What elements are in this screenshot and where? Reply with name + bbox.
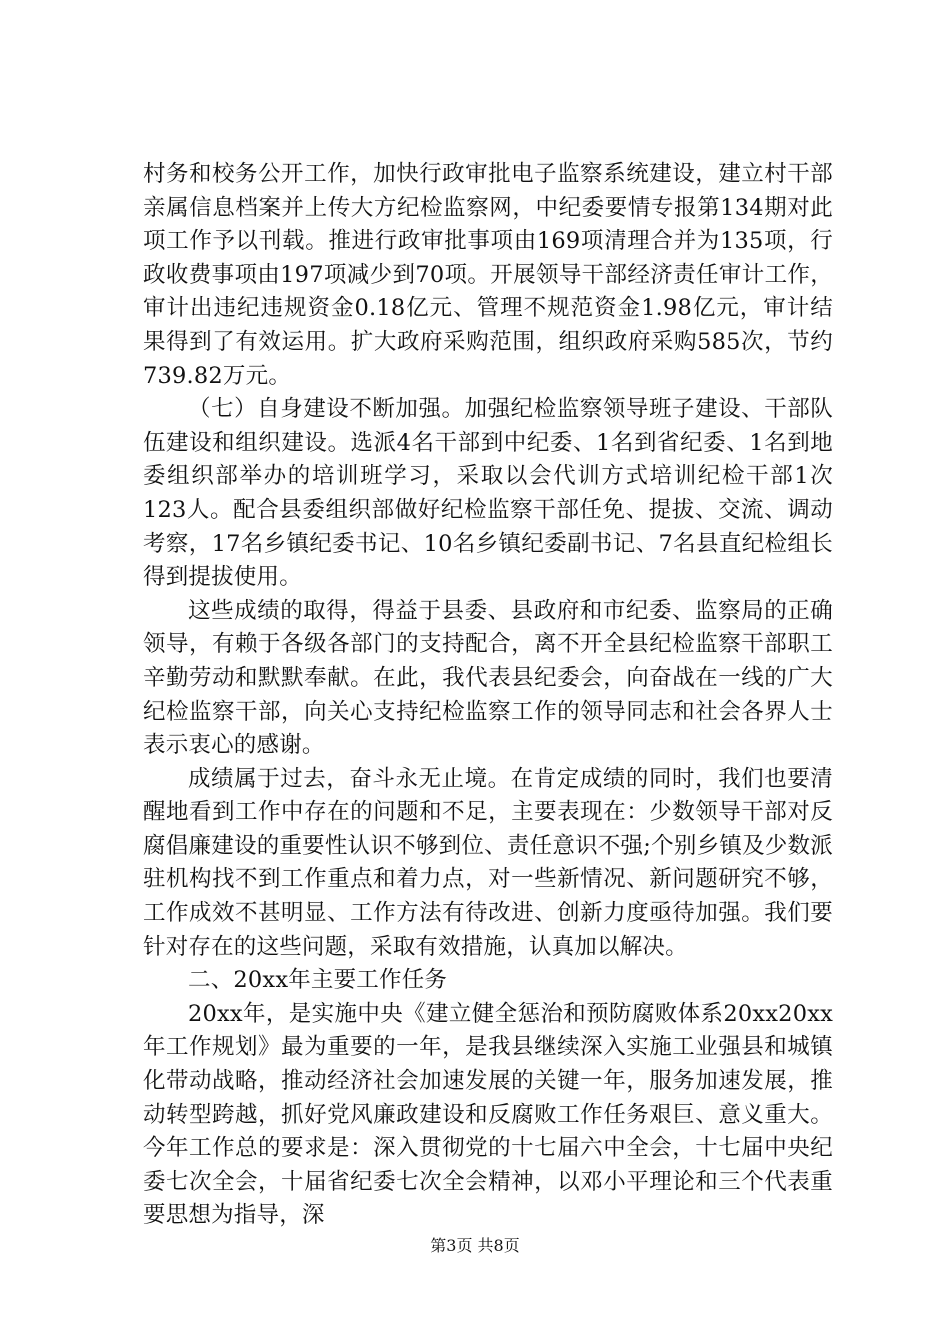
page-number: 第3页 共8页 [430,1236,520,1255]
section-heading: 二、20xx年主要工作任务 [188,967,448,994]
paragraph-self-construction: （七）自身建设不断加强。加强纪检监察领导班子建设、干部队伍建设和组织建设。选派4名干部到中纪委、1名到省纪委、1名到地委组织部举办的培训班学习，采取以会代训方式培训纪检干部1次123人。配合县委组织部做好纪检监察干部任免、提拔、交流、调动考察，17名乡镇纪委书记、10名乡镇纪委副书记、7名县直纪检组长得到提拔使用。 [143,396,833,591]
paragraph-main-tasks: 20xx年，是实施中央《建立健全惩治和预防腐败体系20xx20xx年工作规划》最为重要的一年，是我县继续深入实施工业强县和城镇化带动战略，推动经济社会加速发展的关键一年，服务加速发展，推动转型跨越，抓好党风廉政建设和反腐败工作任务艰巨、意义重大。今年工作总的要求是：深入贯彻党的十七届六中全会，十七届中央纪委七次全会，十届省纪委七次全会精神，以邓小平理论和三个代表重要思想为指导，深 [143,1000,833,1229]
paragraph-acknowledgement: 这些成绩的取得，得益于县委、县政府和市纪委、监察局的正确领导，有赖于各级各部门的支持配合，离不开全县纪检监察干部职工辛勤劳动和默默奉献。在此，我代表县纪委会，向奋战在一线的广大纪检监察干部，向关心支持纪检监察工作的领导同志和社会各界人士表示衷心的感谢。 [143,597,833,759]
document-body [143,158,833,1233]
paragraph-problems: 成绩属于过去，奋斗永无止境。在肯定成绩的同时，我们也要清醒地看到工作中存在的问题和不足，主要表现在：少数领导干部对反腐倡廉建设的重要性认识不够到位、责任意识不强;个别乡镇及少数派驻机构找不到工作重点和着力点，对一些新情况、新问题研究不够，工作成效不甚明显、工作方法有待改进、创新力度亟待加强。我们要针对存在的这些问题，采取有效措施，认真加以解决。 [143,765,833,960]
paragraph-continuation: 村务和校务公开工作，加快行政审批电子监察系统建设，建立村干部亲属信息档案并上传大方纪检监察网，中纪委要情专报第134期对此项工作予以刊载。推进行政审批事项由169项清理合并为135项，行政收费事项由197项减少到70项。开展领导干部经济责任审计工作，审计出违纪违规资金0.18亿元、管理不规范资金1.98亿元，审计结果得到了有效运用。扩大政府采购范围，组织政府采购585次，节约739.82万元。 [143,161,833,389]
